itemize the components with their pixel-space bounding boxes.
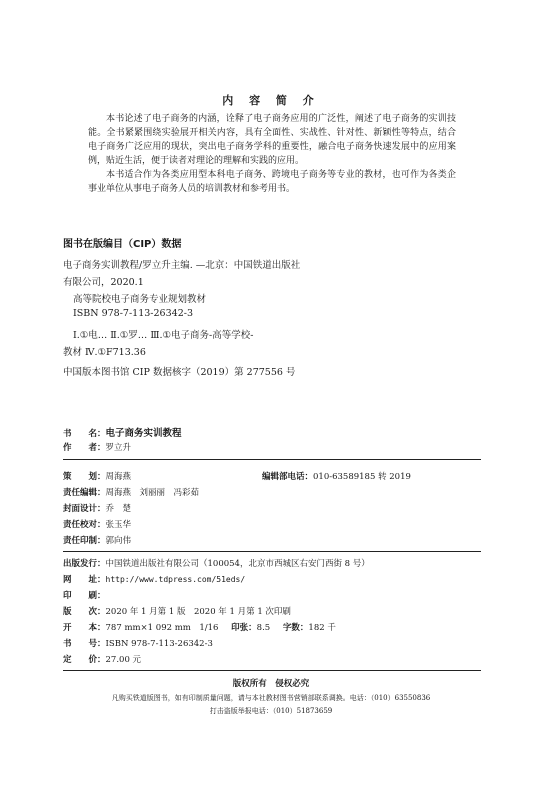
publisher-row [63,557,370,569]
proof-label: 责任校对： [63,520,106,530]
editor-row [63,486,199,498]
book-title-row [63,425,182,439]
planning-row [63,470,131,482]
phone-value: 010-63589185 转 2019 [313,472,411,482]
editor-label: 责任编辑： [63,488,106,498]
book-title-label: 书 名： [63,429,106,439]
cover-value: 乔 楚 [105,504,132,514]
isbn-row [63,637,213,649]
cip-number: 中国版本图书馆 CIP 数据核字（2019）第 277556 号 [63,367,296,378]
price-label: 定 价： [63,655,106,665]
price-row [63,653,141,665]
cip-line-4: ISBN 978-7-113-26342-3 [73,308,193,319]
intro-text [88,112,456,196]
publisher-label: 出版发行： [63,559,106,569]
phone-label: 编辑部电话： [262,472,314,482]
book-author-label: 作 者： [63,443,106,453]
cip-line-1: 电子商务实训教程/罗立升主编. —北京：中国铁道出版社 [63,260,301,271]
cip-line-3: 高等院校电子商务专业规划教材 [73,294,207,305]
edition-value: 2020 年 1 月第 1 版 2020 年 1 月第 1 次印刷 [105,607,291,617]
book-author-row [63,441,131,453]
phone-row [262,470,411,482]
divider-2 [63,551,481,552]
cip-heading: 图书在版编目（CIP）数据 [63,239,182,250]
words-label: 字数： [282,623,309,633]
print-manager-label: 责任印制： [63,536,106,546]
sheets-value: 8.5 [256,623,271,633]
divider-1 [63,459,481,460]
isbn-value: ISBN 978-7-113-26342-3 [105,639,213,649]
planning-label: 策 划： [63,472,106,482]
book-title-value: 电子商务实训教程 [105,428,182,439]
website-label: 网 址： [63,575,106,585]
intro-title: 内 容 简 介 [222,94,320,107]
quality-notice: 凡购买铁道版图书，如有印制质量问题，请与本社教材图书营销部联系调换。电话：（010）63550836 [111,694,431,702]
rights-notice: 版权所有 侵权必究 [232,679,310,689]
sheets-label: 印张： [231,623,257,633]
website-value: http://www.tdpress.com/51eds/ [105,575,246,584]
cip-line-5: Ⅰ.①电… Ⅱ.①罗… Ⅲ.①电子商务-高等学校- [73,330,254,341]
format-value: 787 mm×1 092 mm 1/16 [105,623,219,633]
editor-value: 周海燕 刘丽丽 冯彩茹 [105,488,200,498]
proof-value: 张玉华 [105,520,132,530]
print-manager-value: 郭向伟 [105,536,132,546]
cip-line-2: 有限公司，2020.1 [63,277,144,288]
printer-row [63,589,106,601]
format-row [63,621,336,633]
printer-label: 印 刷： [63,591,106,601]
cover-label: 封面设计： [63,504,106,514]
print-manager-row [63,534,131,546]
cip-line-6: 教材 Ⅳ.①F713.36 [63,347,146,358]
planning-value: 周海燕 [105,472,132,482]
piracy-hotline: 打击盗版举报电话：（010）51873659 [209,707,333,715]
intro-paragraph-1: 本书论述了电子商务的内涵，诠释了电子商务应用的广泛性，阐述了电子商务的实训技能。全书紧紧围绕实验展开相关内容，具有全面性、实战性、针对性、新颖性等特点，结合电子商务广泛应用的现状，突出电子商务学科的重要性，融合电子商务快速发展中的应用案例，贴近生活，便于读者对理论的理解和实践的应用。 [88,114,456,166]
format-label: 开 本： [63,623,106,633]
words-value: 182 千 [308,623,336,633]
edition-row [63,605,291,617]
proof-row [63,518,131,530]
divider-3 [63,670,481,671]
cover-row [63,502,131,514]
website-row [63,573,245,585]
edition-label: 版 次： [63,607,106,617]
isbn-label: 书 号： [63,639,106,649]
publisher-value: 中国铁道出版社有限公司（100054，北京市西城区右安门西街 8 号） [105,559,370,569]
book-author-value: 罗立升 [105,443,132,453]
price-value: 27.00 元 [105,655,142,665]
intro-paragraph-2: 本书适合作为各类应用型本科电子商务、跨境电子商务等专业的教材，也可作为各类企事业单位从事电子商务人员的培训教材和参考用书。 [88,170,456,194]
